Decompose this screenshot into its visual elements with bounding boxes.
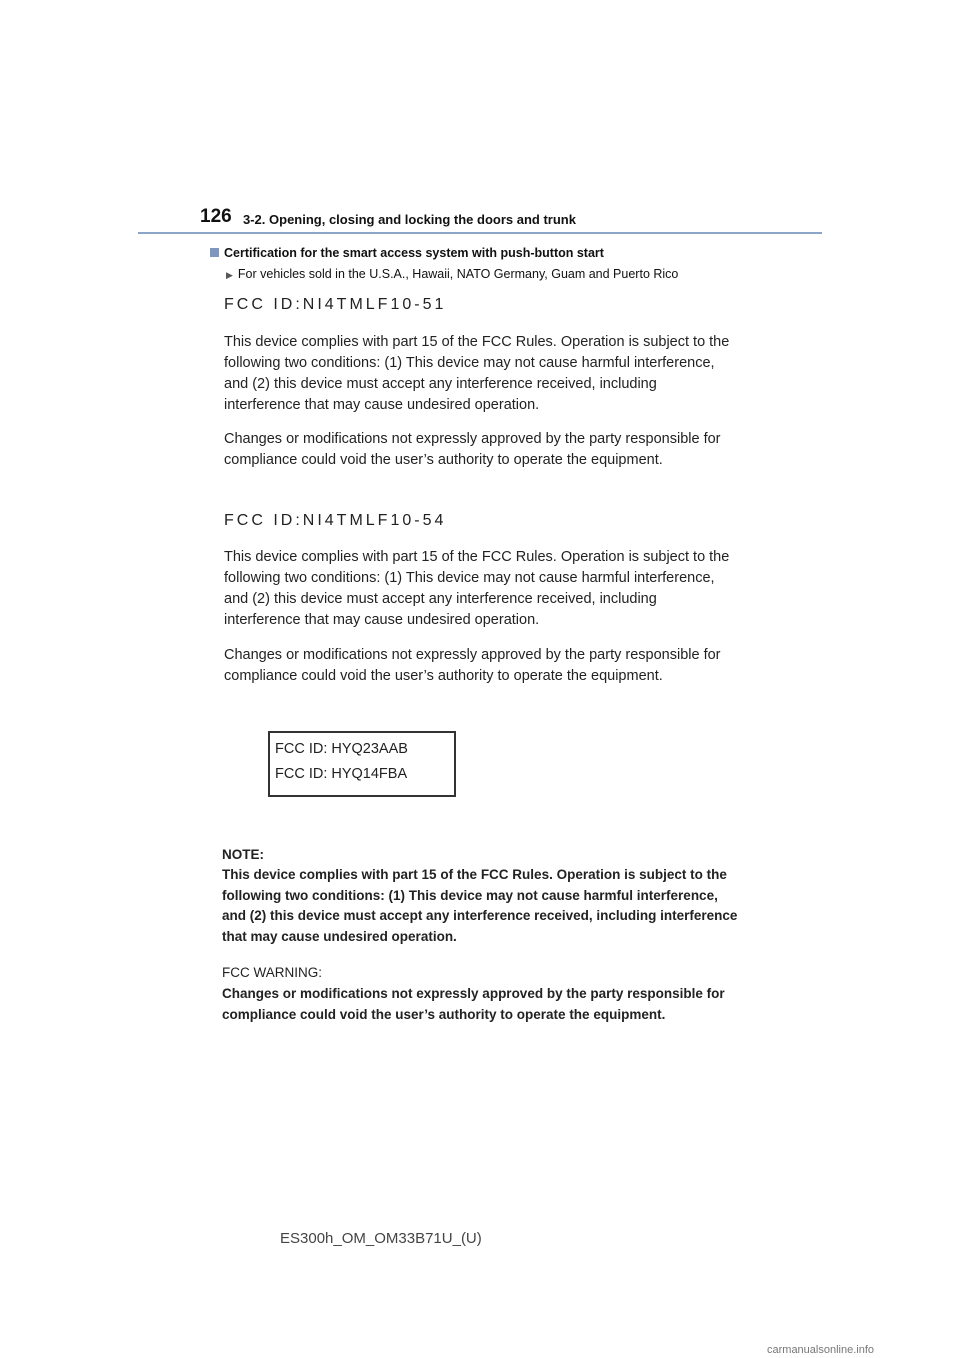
triangle-bullet-icon: ▶ xyxy=(226,270,233,280)
fcc-label-line-2: FCC ID: HYQ14FBA xyxy=(275,766,408,782)
subheading-text: Certification for the smart access system with push-button start xyxy=(224,246,604,260)
fcc-id-2: FCC ID:NI4TMLF10-54 xyxy=(224,512,447,529)
page-number: 126 xyxy=(200,206,232,227)
changes-paragraph-2: Changes or modifications not expressly approved by the party responsible for compliance could void the user’s authority to operate the equipment. xyxy=(224,647,721,684)
warning-title: FCC WARNING: xyxy=(222,965,322,980)
section-title: 3-2. Opening, closing and locking the doors and trunk xyxy=(243,212,576,227)
compliance-paragraph-1: This device complies with part 15 of the FCC Rules. Operation is subject to the following two conditions: (1) This device may not cause harmful interference, and (2) this device must accept any interference received, including interference that may cause undesired operation. xyxy=(224,334,730,413)
fcc-id-1: FCC ID:NI4TMLF10-51 xyxy=(224,296,447,313)
document-code: ES300h_OM_OM33B71U_(U) xyxy=(280,1230,482,1247)
fcc-label-box xyxy=(268,731,456,797)
header-rule xyxy=(138,232,822,234)
note-text: This device complies with part 15 of the FCC Rules. Operation is subject to the following two conditions: (1) This device may not cause harmful interference, and (2) this device must accept any interference received, including interference that may cause undesired operation. xyxy=(222,867,738,944)
compliance-paragraph-2: This device complies with part 15 of the FCC Rules. Operation is subject to the following two conditions: (1) This device may not cause harmful interference, and (2) this device must accept any interference received, including interference that may cause undesired operation. xyxy=(224,549,730,628)
bullet-text: For vehicles sold in the U.S.A., Hawaii, NATO Germany, Guam and Puerto Rico xyxy=(237,267,679,281)
bullet-item xyxy=(226,267,678,281)
fcc-label-line-1: FCC ID: HYQ23AAB xyxy=(275,741,408,757)
subheading xyxy=(210,246,604,260)
changes-paragraph-1: Changes or modifications not expressly approved by the party responsible for compliance could void the user’s authority to operate the equipment. xyxy=(224,431,721,468)
watermark: carmanualsonline.info xyxy=(767,1344,875,1356)
note-title: NOTE: xyxy=(222,847,264,862)
warning-text: Changes or modifications not expressly approved by the party responsible for compliance could void the user’s authority to operate the equipment. xyxy=(222,986,725,1022)
square-bullet-icon xyxy=(210,248,219,257)
